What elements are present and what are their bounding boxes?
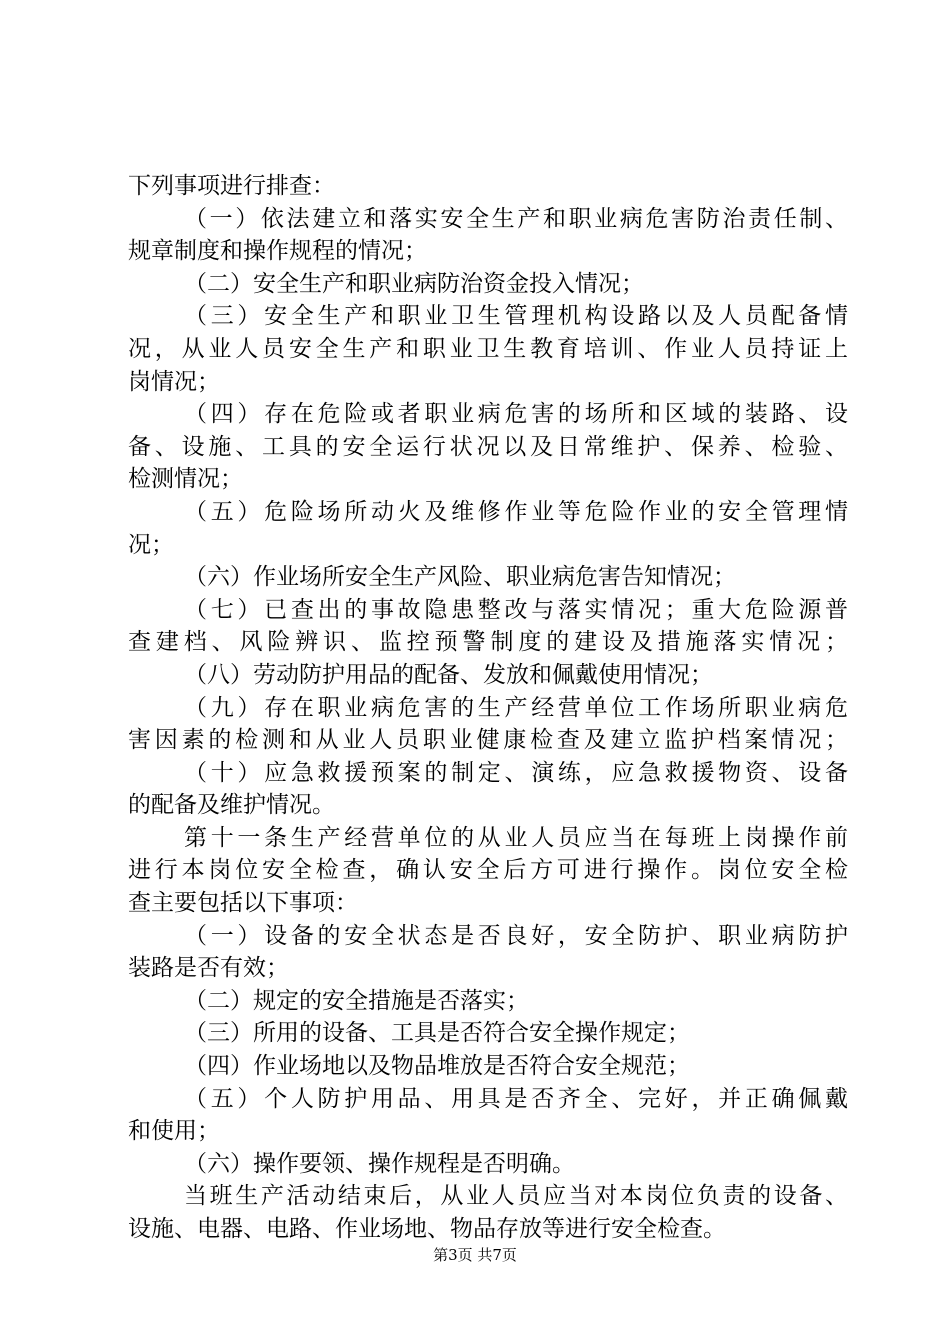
text-line: （二）安全生产和职业病防治资金投入情况； [184,270,644,297]
text-line: （三）安全生产和职业卫生管理机构设路以及人员配备情 [184,303,848,330]
text-line: （五）个人防护用品、用具是否齐全、完好，并正确佩戴 [184,1085,848,1112]
text-line: 备、设施、工具的安全运行状况以及日常维护、保养、检验、 [128,433,848,460]
text-line: 岗情况； [128,368,220,395]
text-line: （六）操作要领、操作规程是否明确。 [184,1150,575,1177]
text-line: 的配备及维护情况。 [128,792,335,819]
text-line: 进行本岗位安全检查，确认安全后方可进行操作。岗位安全检 [128,857,848,884]
text-line: （一）依法建立和落实安全生产和职业病危害防治责任制、 [184,205,848,232]
text-line: （四）存在危险或者职业病危害的场所和区域的装路、设 [184,401,848,428]
text-line: （三）所用的设备、工具是否符合安全操作规定； [184,1020,690,1047]
text-line: 规章制度和操作规程的情况； [128,238,427,265]
text-line: 第十一条生产经营单位的从业人员应当在每班上岗操作前 [184,824,848,851]
text-line: （九）存在职业病危害的生产经营单位工作场所职业病危 [184,694,848,721]
text-line: 设施、电器、电路、作业场地、物品存放等进行安全检查。 [128,1216,726,1242]
text-line: 当班生产活动结束后，从业人员应当对本岗位负责的设备、 [184,1183,848,1210]
text-line: （八）劳动防护用品的配备、发放和佩戴使用情况； [184,661,713,688]
text-line: 害因素的检测和从业人员职业健康检查及建立监护档案情况； [128,727,848,754]
text-line: （六）作业场所安全生产风险、职业病危害告知情况； [184,564,736,591]
text-line: 查主要包括以下事项： [128,890,358,917]
text-line: （十）应急救援预案的制定、演练，应急救援物资、设备 [184,759,848,786]
page-footer: 第3页 共7页 [433,1246,517,1264]
text-line: 装路是否有效； [128,955,289,982]
document-body [128,170,848,1246]
text-line: 下列事项进行排查： [128,173,335,199]
text-line: 查建档、风险辨识、监控预警制度的建设及措施落实情况； [128,629,848,656]
text-line: （五）危险场所动火及维修作业等危险作业的安全管理情 [184,498,848,525]
text-line: （七）已查出的事故隐患整改与落实情况；重大危险源普 [184,596,848,623]
text-line: 和使用； [128,1118,220,1145]
text-line: （四）作业场地以及物品堆放是否符合安全规范； [184,1053,690,1080]
text-line: 况； [128,531,174,558]
text-line: 检测情况； [128,466,243,493]
text-line: （二）规定的安全措施是否落实； [184,987,529,1014]
text-line: 况，从业人员安全生产和职业卫生教育培训、作业人员持证上 [128,335,848,362]
text-line: （一）设备的安全状态是否良好，安全防护、职业病防护 [184,922,848,949]
